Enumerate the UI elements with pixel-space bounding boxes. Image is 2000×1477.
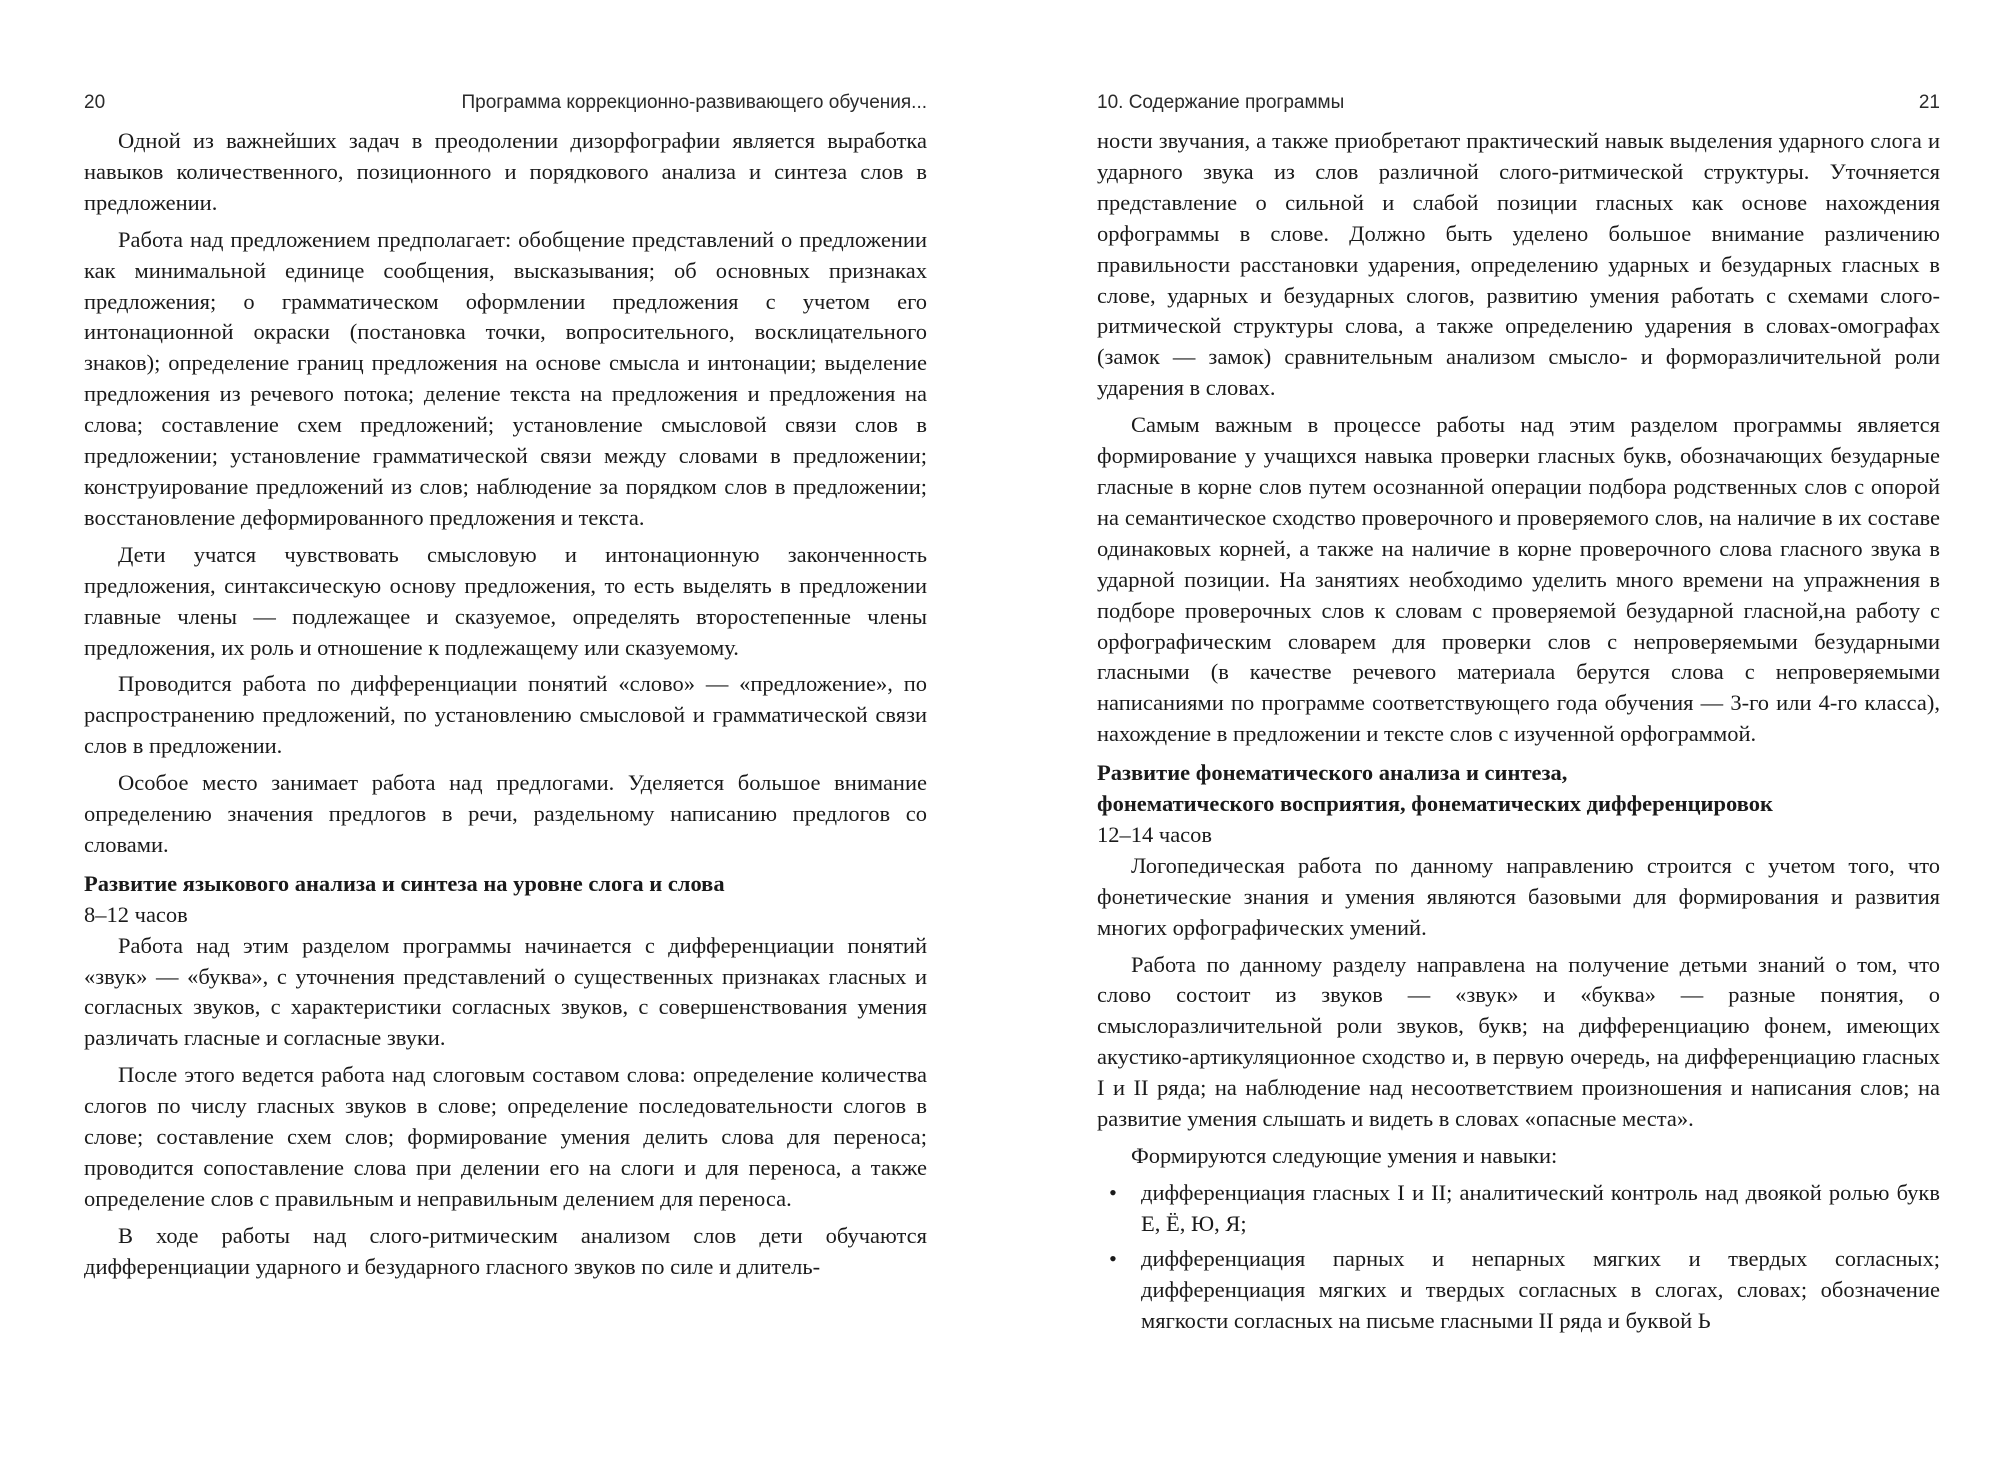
section-hours: 12–14 часов <box>1097 821 1213 847</box>
left-running-head <box>84 92 927 118</box>
paragraph: Работа над предложением предполагает: обобщение представлений о предложении как минимальной единице сообщения, высказывания; об основных признаках предложения; о грамматическом оформлении предложения с учетом его интонационной окраски (постановка точки, вопросительного, восклицательного знаков); определение границ предложения на основе смысла и интонации; выделение предложения из речевого потока; деление текста на предложения и предложения на слова; составление схем предложений; установление смысловой связи слов в предложении; установление грамматической связи между словами в предложении; конструирование предложений из слов; наблюдение за порядком слов в предложении; восстановление деформированного предложения и текста. <box>84 226 927 530</box>
paragraph: ности звучания, а также приобретают практический навык выделения ударного слога и ударного звука из слов различной слого-ритмической структуры. Уточняется представление о сильной и слабой позиции гласных как основе нахождения орфограммы в слове. Должно быть уделено большое внимание различению правильности расстановки ударения, определению ударных и безударных гласных в слове, ударных и безударных слогов, развитию умения работать с схемами слого-ритмической структуры слова, а также определению ударения в словах-омографах (замок — замок) сравнительным анализом смысло- и форморазличительной роли ударения в словах. <box>1097 128 1940 401</box>
paragraph: Проводится работа по дифференциации понятий «слово» — «предложение», по распространению предложений, по установлению смысловой и грамматической связи слов в предложении. <box>84 671 927 759</box>
section-heading <box>1097 758 1940 820</box>
section-heading-line: фонематического восприятия, фонематических дифференцировок <box>1097 791 1773 817</box>
paragraph: Дети учатся чувствовать смысловую и интонационную законченность предложения, синтаксическую основу предложения, то есть выделять в предложении главные члены — подлежащее и сказуемое, определять второстепенные члены предложения, их роль и отношение к подлежащему или сказуемому. <box>84 541 927 660</box>
paragraph: Одной из важнейших задач в преодолении дизорфографии является выработка навыков количественного, позиционного и порядкового анализа и синтеза слов в предложении. <box>84 128 927 215</box>
paragraph: Работа над этим разделом программы начинается с дифференциации понятий «звук» — «буква», с уточнения представлений о существенных признаках гласных и согласных звуков, с характеристики согласных звуков, с совершенствования умения различать гласные и согласные звуки. <box>84 932 927 1051</box>
skills-list <box>1097 1178 1940 1337</box>
list-item <box>1097 1244 1940 1337</box>
left-body-text <box>84 126 927 1283</box>
paragraph: Особое место занимает работа над предлогами. Уделяется большое внимание определению значения предлогов в речи, раздельному написанию предлогов со словами. <box>84 770 927 857</box>
right-body-text <box>1097 126 1940 1336</box>
section-hours: 8–12 часов <box>84 901 188 927</box>
right-running-head <box>1097 92 1940 118</box>
list-item <box>1097 1178 1940 1240</box>
list-item-text: дифференциация гласных I и II; аналитический контроль над двоякой ролью букв Е, Ё, Ю, Я; <box>1141 1179 1940 1236</box>
paragraph: Самым важным в процессе работы над этим разделом программы является формирование у учащихся навыка проверки гласных букв, обозначающих безударные гласные в корне слов путем осознанной операции подбора родственных слов с опорой на семантическое сходство проверочного и проверяемого слов, на наличие в их составе одинаковых корней, а также на наличие в корне проверочного слова гласного звука в ударной позиции. На занятиях необходимо уделить много времени на упражнения в подборе проверочных слов к словам с проверяемой безударной гласной,на работу с орфографическим словарем для проверки слов с непроверяемыми безударными гласными (в качестве речевого материала берутся слова с непроверяемыми написаниями по программе соответствующего года обучения — 3-го или 4-го класса), нахождение в предложении и тексте слов с изученной орфограммой. <box>1097 412 1940 747</box>
right-running-title: 10. Содержание программы <box>1097 92 1345 113</box>
bullet-icon: • <box>1109 1245 1117 1271</box>
bullet-icon: • <box>1109 1179 1117 1205</box>
section-heading: Развитие языкового анализа и синтеза на уровне слога и слова <box>84 870 725 896</box>
section-heading-line: Развитие фонематического анализа и синтеза, <box>1097 760 1568 786</box>
right-page <box>1097 92 1940 1340</box>
list-item-text: дифференциация парных и непарных мягких и твердых согласных; дифференциация мягких и твердых согласных в слогах, словах; обозначение мягкости согласных на письме гласными II ряда и буквой Ь <box>1141 1245 1940 1333</box>
left-running-title: Программа коррекционно-развивающего обучения... <box>461 92 927 113</box>
paragraph: Логопедическая работа по данному направлению строится с учетом того, что фонетические знания и умения являются базовыми для формирования и развития многих орфографических умений. <box>1097 852 1940 940</box>
left-page-number: 20 <box>84 92 106 113</box>
right-page-number: 21 <box>1918 92 1940 113</box>
paragraph: После этого ведется работа над слоговым составом слова: определение количества слогов по числу гласных звуков в слове; определение последовательности слогов в слове; составление схем слов; формирование умения делить слова для переноса; проводится сопоставление слова при делении его на слоги и для переноса, а также определение слов с правильным и неправильным делением для переноса. <box>84 1062 927 1211</box>
paragraph: Формируются следующие умения и навыки: <box>1131 1143 1558 1168</box>
left-page <box>84 92 927 1289</box>
paragraph: Работа по данному разделу направлена на получение детьми знаний о том, что слово состоит из звуков — «звук» и «буква» — разные понятия, о смыслоразличительной роли звуков, букв; на дифференциацию фонем, имеющих акустико-артикуляционное сходство и, в первую очередь, на дифференциацию гласных I и II ряда; на наблюдение над несоответствием произношения и написания слов; на развитие умения слышать и видеть в словах «опасные места». <box>1097 951 1940 1132</box>
paragraph: В ходе работы над слого-ритмическим анализом слов дети обучаются дифференциации ударного и безударного гласного звуков по силе и длитель- <box>84 1222 927 1279</box>
